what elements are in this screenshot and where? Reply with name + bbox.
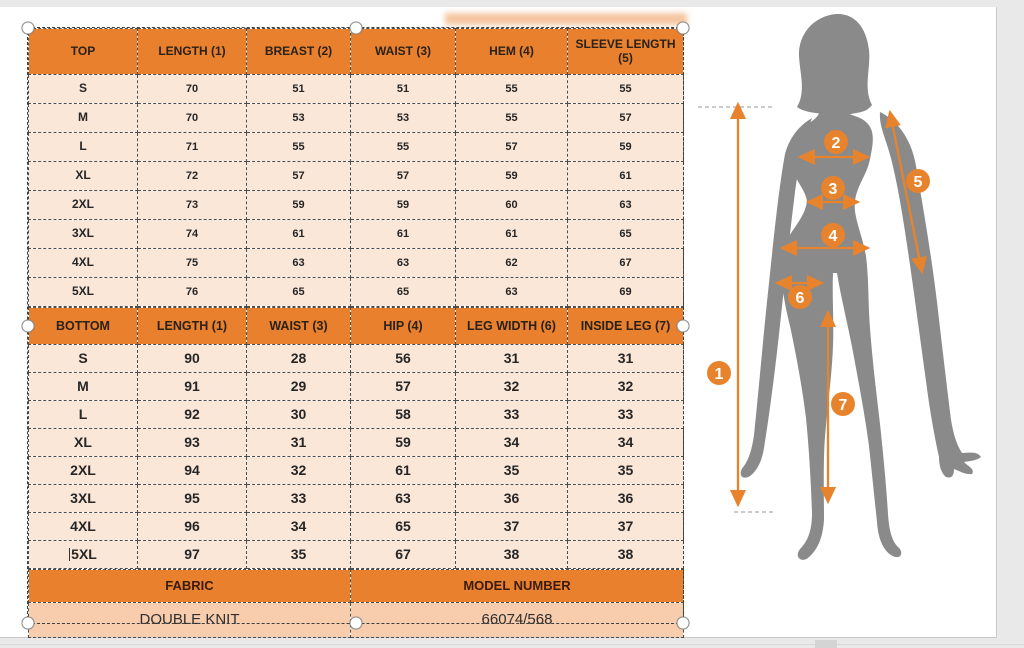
size-label: 5XL (71, 546, 97, 563)
value-cell[interactable]: 76 (138, 278, 247, 307)
value-cell[interactable]: 96 (138, 513, 247, 541)
size-cell[interactable]: 4XL (29, 513, 138, 541)
value-cell[interactable]: 94 (138, 457, 247, 485)
marker-label-7: 7 (838, 397, 848, 414)
column-header-hip[interactable]: HIP (4) (351, 308, 456, 345)
size-cell[interactable]: 2XL (29, 457, 138, 485)
value-cell[interactable]: 63 (456, 278, 568, 307)
value-cell[interactable]: 28 (247, 345, 351, 373)
value-cell[interactable]: 51 (247, 75, 351, 104)
value-cell[interactable]: 34 (247, 513, 351, 541)
value-cell[interactable]: 33 (247, 485, 351, 513)
value-cell[interactable]: 91 (138, 373, 247, 401)
value-cell[interactable]: 55 (247, 133, 351, 162)
value-cell[interactable]: 62 (456, 249, 568, 278)
value-cell[interactable]: 53 (247, 104, 351, 133)
model-number-header[interactable]: MODEL NUMBER (351, 570, 684, 603)
workspace-divider (0, 644, 1024, 645)
marker-label-6: 6 (795, 290, 805, 307)
value-cell[interactable]: 37 (456, 513, 568, 541)
value-cell[interactable]: 36 (456, 485, 568, 513)
table-row (29, 75, 684, 104)
size-cell[interactable]: XL (29, 429, 138, 457)
selection-handle-top-middle[interactable] (349, 22, 362, 35)
column-header-leg-width[interactable]: LEG WIDTH (6) (456, 308, 568, 345)
table-row (29, 220, 684, 249)
value-cell[interactable]: 31 (456, 345, 568, 373)
fabric-header[interactable]: FABRIC (29, 570, 351, 603)
value-cell[interactable]: 55 (456, 75, 568, 104)
value-cell[interactable]: 38 (456, 541, 568, 569)
value-cell[interactable]: 59 (456, 162, 568, 191)
value-cell[interactable]: 51 (351, 75, 456, 104)
value-cell[interactable]: 69 (568, 278, 684, 307)
value-cell[interactable]: 34 (456, 429, 568, 457)
value-cell[interactable]: 29 (247, 373, 351, 401)
table-edge-glow (445, 13, 687, 25)
selection-handle-bottom-right[interactable] (677, 617, 690, 630)
value-cell[interactable]: 57 (351, 162, 456, 191)
size-cell[interactable]: 4XL (29, 249, 138, 278)
value-cell[interactable]: 32 (247, 457, 351, 485)
table-row (29, 373, 684, 401)
value-cell[interactable]: 37 (568, 513, 684, 541)
size-cell[interactable]: S (29, 345, 138, 373)
size-chart-table[interactable] (28, 28, 683, 629)
value-cell[interactable]: 74 (138, 220, 247, 249)
measurement-figure[interactable] (690, 8, 990, 638)
size-cell[interactable] (29, 541, 138, 569)
marker-label-1: 1 (714, 366, 724, 383)
size-cell[interactable]: L (29, 133, 138, 162)
value-cell[interactable]: 32 (456, 373, 568, 401)
selection-handle-bottom-left[interactable] (22, 617, 35, 630)
bottom-size-table (28, 307, 684, 569)
selection-handle-bottom-middle[interactable] (349, 617, 362, 630)
value-cell[interactable]: 33 (456, 401, 568, 429)
selection-handle-top-left[interactable] (22, 22, 35, 35)
value-cell[interactable]: 55 (568, 75, 684, 104)
table-row (29, 541, 684, 569)
top-size-table (28, 28, 684, 307)
value-cell[interactable]: 56 (351, 345, 456, 373)
value-cell[interactable]: 59 (351, 191, 456, 220)
value-cell[interactable]: 70 (138, 75, 247, 104)
table-row (29, 249, 684, 278)
value-cell[interactable]: 57 (568, 104, 684, 133)
column-header-length[interactable]: LENGTH (1) (138, 308, 247, 345)
silhouette-right-arm (880, 112, 981, 478)
value-cell[interactable]: 30 (247, 401, 351, 429)
silhouette-hair (797, 14, 872, 119)
selection-handle-middle-left[interactable] (22, 319, 35, 332)
table-row (29, 401, 684, 429)
selection-handle-middle-right[interactable] (677, 319, 690, 332)
value-cell[interactable]: 55 (351, 133, 456, 162)
fabric-value-cell[interactable]: DOUBLE KNIT (29, 603, 351, 638)
value-cell[interactable]: 35 (568, 457, 684, 485)
column-header-sleeve-length[interactable]: SLEEVE LENGTH (5) (568, 29, 684, 75)
value-cell[interactable]: 57 (351, 373, 456, 401)
value-cell[interactable]: 31 (568, 345, 684, 373)
size-cell[interactable]: S (29, 75, 138, 104)
value-cell[interactable]: 65 (351, 513, 456, 541)
value-cell[interactable]: 35 (247, 541, 351, 569)
model-number-value-cell[interactable]: 66074/568 (351, 603, 684, 638)
size-cell[interactable]: 2XL (29, 191, 138, 220)
value-cell[interactable]: 60 (456, 191, 568, 220)
column-header-length[interactable]: LENGTH (1) (138, 29, 247, 75)
value-cell[interactable]: 61 (568, 162, 684, 191)
value-cell[interactable]: 53 (351, 104, 456, 133)
body-silhouette (741, 14, 981, 560)
column-header-waist[interactable]: WAIST (3) (351, 29, 456, 75)
marker-label-3: 3 (828, 181, 838, 198)
marker-label-5: 5 (913, 174, 923, 191)
bottom-header-row (29, 308, 684, 345)
value-cell[interactable]: 55 (456, 104, 568, 133)
value-cell[interactable]: 57 (247, 162, 351, 191)
size-cell[interactable]: L (29, 401, 138, 429)
scrollbar-nub[interactable] (815, 640, 837, 648)
value-cell[interactable]: 36 (568, 485, 684, 513)
silhouette-torso-legs (781, 105, 901, 560)
size-cell[interactable]: XL (29, 162, 138, 191)
value-cell[interactable]: 90 (138, 345, 247, 373)
value-cell[interactable]: 65 (247, 278, 351, 307)
value-cell[interactable]: 93 (138, 429, 247, 457)
selection-handle-top-right[interactable] (677, 22, 690, 35)
value-cell[interactable]: 72 (138, 162, 247, 191)
value-cell[interactable]: 59 (351, 429, 456, 457)
value-cell[interactable]: 63 (247, 249, 351, 278)
value-cell[interactable]: 61 (247, 220, 351, 249)
size-cell[interactable]: 5XL (29, 278, 138, 307)
value-cell[interactable]: 61 (351, 457, 456, 485)
value-cell[interactable]: 63 (351, 249, 456, 278)
value-cell[interactable]: 65 (568, 220, 684, 249)
column-header-bottom[interactable]: BOTTOM (29, 308, 138, 345)
value-cell[interactable]: 34 (568, 429, 684, 457)
size-cell[interactable]: 3XL (29, 220, 138, 249)
table-row (29, 429, 684, 457)
value-cell[interactable]: 59 (247, 191, 351, 220)
value-cell[interactable]: 35 (456, 457, 568, 485)
column-header-breast[interactable]: BREAST (2) (247, 29, 351, 75)
table-row (29, 278, 684, 307)
table-row (29, 457, 684, 485)
value-cell[interactable]: 67 (568, 249, 684, 278)
value-cell[interactable]: 92 (138, 401, 247, 429)
value-cell[interactable]: 63 (351, 485, 456, 513)
value-cell[interactable]: 73 (138, 191, 247, 220)
value-cell[interactable]: 97 (138, 541, 247, 569)
size-cell[interactable]: 3XL (29, 485, 138, 513)
value-cell[interactable]: 31 (247, 429, 351, 457)
size-cell[interactable]: M (29, 373, 138, 401)
value-cell[interactable]: 67 (351, 541, 456, 569)
value-cell[interactable]: 38 (568, 541, 684, 569)
marker-label-4: 4 (828, 228, 838, 245)
value-cell[interactable]: 65 (351, 278, 456, 307)
value-cell[interactable]: 58 (351, 401, 456, 429)
top-header-row (29, 29, 684, 75)
marker-label-2: 2 (831, 135, 841, 152)
column-header-inside-leg[interactable]: INSIDE LEG (7) (568, 308, 684, 345)
value-cell[interactable]: 32 (568, 373, 684, 401)
value-cell[interactable]: 63 (568, 191, 684, 220)
table-row (29, 191, 684, 220)
info-header-row (29, 570, 684, 603)
size-cell[interactable]: M (29, 104, 138, 133)
column-header-waist[interactable]: WAIST (3) (247, 308, 351, 345)
table-row (29, 485, 684, 513)
table-row (29, 162, 684, 191)
table-row (29, 345, 684, 373)
value-cell[interactable]: 70 (138, 104, 247, 133)
value-cell[interactable]: 95 (138, 485, 247, 513)
value-cell[interactable]: 71 (138, 133, 247, 162)
value-cell[interactable]: 59 (568, 133, 684, 162)
table-row (29, 133, 684, 162)
column-header-hem[interactable]: HEM (4) (456, 29, 568, 75)
value-cell[interactable]: 57 (456, 133, 568, 162)
table-row (29, 104, 684, 133)
column-header-top[interactable]: TOP (29, 29, 138, 75)
table-row (29, 513, 684, 541)
value-cell[interactable]: 75 (138, 249, 247, 278)
value-cell[interactable]: 61 (456, 220, 568, 249)
value-cell[interactable]: 33 (568, 401, 684, 429)
value-cell[interactable]: 61 (351, 220, 456, 249)
text-cursor (69, 548, 70, 561)
